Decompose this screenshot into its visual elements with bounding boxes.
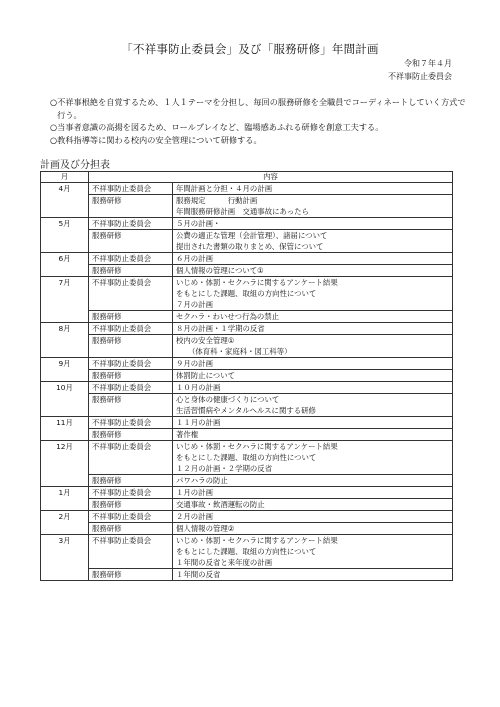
content-line: ２月の計画 xyxy=(176,512,213,521)
document-author: 不祥事防止委員会 xyxy=(388,71,452,81)
content-line: をもとにした課題、取組の方向性について xyxy=(176,289,317,298)
table-row xyxy=(41,499,453,511)
table-row xyxy=(41,535,453,569)
content-line: （体育科・家庭科・図工科等） xyxy=(188,347,292,356)
role-cell: 服務研修 xyxy=(89,499,173,511)
role-cell: 不祥事防止委員会 xyxy=(89,511,173,523)
role-cell: 服務研修 xyxy=(89,230,173,253)
month-cell: 6月 xyxy=(41,253,89,277)
table-row xyxy=(41,429,453,441)
content-cell xyxy=(173,277,453,311)
header-content: 内容 xyxy=(89,172,453,183)
role-cell: 不祥事防止委員会 xyxy=(89,218,173,230)
content-line: 生活習慣病やメンタルヘルスに関する研修 xyxy=(176,406,316,415)
content-cell xyxy=(173,499,453,511)
role-cell: 服務研修 xyxy=(89,195,173,218)
content-cell xyxy=(173,429,453,441)
content-line: パワハラの防止 xyxy=(176,476,228,485)
content-cell xyxy=(173,323,453,335)
table-row xyxy=(41,265,453,277)
content-line: 心と身体の健康づくりについて xyxy=(176,395,280,404)
table-row xyxy=(41,335,453,358)
content-line: ９月の計画 xyxy=(176,359,213,368)
table-row xyxy=(41,277,453,311)
role-cell: 服務研修 xyxy=(89,394,173,417)
header-month: 月 xyxy=(41,172,89,183)
content-cell xyxy=(173,358,453,370)
content-line: 個人情報の管理について① xyxy=(176,266,264,275)
content-line: ８月の計画・１学期の反省 xyxy=(176,324,265,333)
content-cell xyxy=(173,523,453,535)
policy-bullets xyxy=(50,96,470,146)
role-cell: 不祥事防止委員会 xyxy=(89,382,173,394)
bullet-mark: ○ xyxy=(50,122,58,132)
content-cell xyxy=(173,335,453,358)
role-cell: 不祥事防止委員会 xyxy=(89,253,173,265)
policy-bullet xyxy=(50,121,470,134)
content-line: いじめ・体罰・セクハラに関するアンケート結果 xyxy=(176,278,338,287)
content-line: いじめ・体罰・セクハラに関するアンケート結果 xyxy=(176,536,338,545)
table-row xyxy=(41,218,453,230)
content-cell xyxy=(173,218,453,230)
role-cell: 不祥事防止委員会 xyxy=(89,535,173,569)
content-line: いじめ・体罰・セクハラに関するアンケート結果 xyxy=(176,442,338,451)
month-cell: 3月 xyxy=(41,535,89,581)
content-cell xyxy=(173,183,453,195)
role-cell: 服務研修 xyxy=(89,370,173,382)
bullet-text: 当事者意識の高揚を図るため、ロールプレイなど、臨場感あふれる研修を創意工夫する。 xyxy=(57,122,384,132)
bullet-text: 教科指導等に関わる校内の安全管理について研修する。 xyxy=(57,134,262,145)
content-line: １年間の反省と来年度の計画 xyxy=(176,558,273,567)
policy-bullet xyxy=(50,96,470,121)
content-line: をもとにした課題、取組の方向性について xyxy=(176,547,317,556)
content-line: 校内の安全管理① xyxy=(176,336,235,345)
table-row xyxy=(41,253,453,265)
table-row xyxy=(41,358,453,370)
role-cell: 不祥事防止委員会 xyxy=(89,323,173,335)
month-cell: 11月 xyxy=(41,417,89,441)
bullet-text: 不祥事根絶を自覚するため、１人１テーマを分担し、毎回の服務研修を全職員でコーディネートしていく方式で行う。 xyxy=(57,97,466,120)
policy-bullet xyxy=(50,134,470,147)
content-line: ７月の計画 xyxy=(176,300,213,309)
month-cell: 2月 xyxy=(41,511,89,535)
content-cell xyxy=(173,253,453,265)
table-row xyxy=(41,311,453,323)
content-cell xyxy=(173,535,453,569)
table-row xyxy=(41,323,453,335)
table-row xyxy=(41,511,453,523)
plan-table xyxy=(40,171,453,581)
table-row xyxy=(41,523,453,535)
content-line: セクハラ・わいせつ行為の禁止 xyxy=(176,312,280,321)
role-cell: 不祥事防止委員会 xyxy=(89,417,173,429)
content-cell xyxy=(173,441,453,475)
month-cell: 9月 xyxy=(41,358,89,382)
table-row xyxy=(41,487,453,499)
content-line: １２月の計画・２学期の反省 xyxy=(176,464,273,473)
role-cell: 不祥事防止委員会 xyxy=(89,183,173,195)
plan-table-body xyxy=(41,183,453,581)
content-line: 提出された書類の取りまとめ、保管について xyxy=(176,242,324,251)
content-cell xyxy=(173,487,453,499)
role-cell: 不祥事防止委員会 xyxy=(89,441,173,475)
month-cell: 5月 xyxy=(41,218,89,253)
content-cell xyxy=(173,265,453,277)
month-cell: 7月 xyxy=(41,277,89,323)
content-line: 体罰防止について xyxy=(176,371,235,380)
month-cell: 12月 xyxy=(41,441,89,487)
role-cell: 不祥事防止委員会 xyxy=(89,358,173,370)
content-cell xyxy=(173,417,453,429)
table-row xyxy=(41,195,453,218)
content-line: １１月の計画 xyxy=(176,418,221,427)
table-row xyxy=(41,230,453,253)
content-line: ５月の計画・ xyxy=(176,219,221,228)
content-line: 個人情報の管理② xyxy=(176,524,235,533)
content-cell xyxy=(173,195,453,218)
content-cell xyxy=(173,370,453,382)
content-line: ６月の計画 xyxy=(176,254,213,263)
role-cell: 服務研修 xyxy=(89,429,173,441)
content-line: 交通事故・飲酒運転の防止 xyxy=(176,500,265,509)
role-cell: 不祥事防止委員会 xyxy=(89,487,173,499)
role-cell: 服務研修 xyxy=(89,569,173,581)
content-cell xyxy=(173,230,453,253)
content-cell xyxy=(173,475,453,487)
content-cell xyxy=(173,394,453,417)
table-row xyxy=(41,475,453,487)
table-row xyxy=(41,183,453,195)
content-line: 年間服務研修計画 交通事故にあったら xyxy=(176,207,309,216)
role-cell: 服務研修 xyxy=(89,523,173,535)
role-cell: 服務研修 xyxy=(89,335,173,358)
role-cell: 服務研修 xyxy=(89,311,173,323)
month-cell: 4月 xyxy=(41,183,89,218)
month-cell: 8月 xyxy=(41,323,89,358)
content-line: 服務規定 行動計画 xyxy=(176,196,258,205)
role-cell: 服務研修 xyxy=(89,475,173,487)
table-row xyxy=(41,441,453,475)
content-cell xyxy=(173,569,453,581)
bullet-mark: ○ xyxy=(50,134,58,145)
table-row xyxy=(41,569,453,581)
content-line: １０月の計画 xyxy=(176,383,221,392)
content-line: 年間計画と分担・４月の計画 xyxy=(176,184,273,193)
month-cell: 10月 xyxy=(41,382,89,417)
content-line: 公費の適正な管理（会計管理）、諸届について xyxy=(176,231,328,240)
section-title: 計画及び分担表 xyxy=(40,160,110,171)
month-cell: 1月 xyxy=(41,487,89,511)
content-line: 著作権 xyxy=(176,430,199,439)
content-cell xyxy=(173,311,453,323)
content-cell xyxy=(173,382,453,394)
content-line: をもとにした課題、取組の方向性について xyxy=(176,453,317,462)
content-cell xyxy=(173,511,453,523)
content-line: １月の計画 xyxy=(176,488,213,497)
table-header-row xyxy=(41,172,453,183)
table-row xyxy=(41,417,453,429)
table-row xyxy=(41,370,453,382)
table-row xyxy=(41,394,453,417)
bullet-mark: ○ xyxy=(50,97,58,107)
role-cell: 服務研修 xyxy=(89,265,173,277)
table-row xyxy=(41,382,453,394)
document-title: 「不祥事防止委員会」及び「服務研修」年間計画 xyxy=(121,42,379,56)
document-date: 令和７年４月 xyxy=(404,59,452,68)
role-cell: 不祥事防止委員会 xyxy=(89,277,173,311)
content-line: １年間の反省 xyxy=(176,570,221,579)
document-meta xyxy=(388,58,452,83)
